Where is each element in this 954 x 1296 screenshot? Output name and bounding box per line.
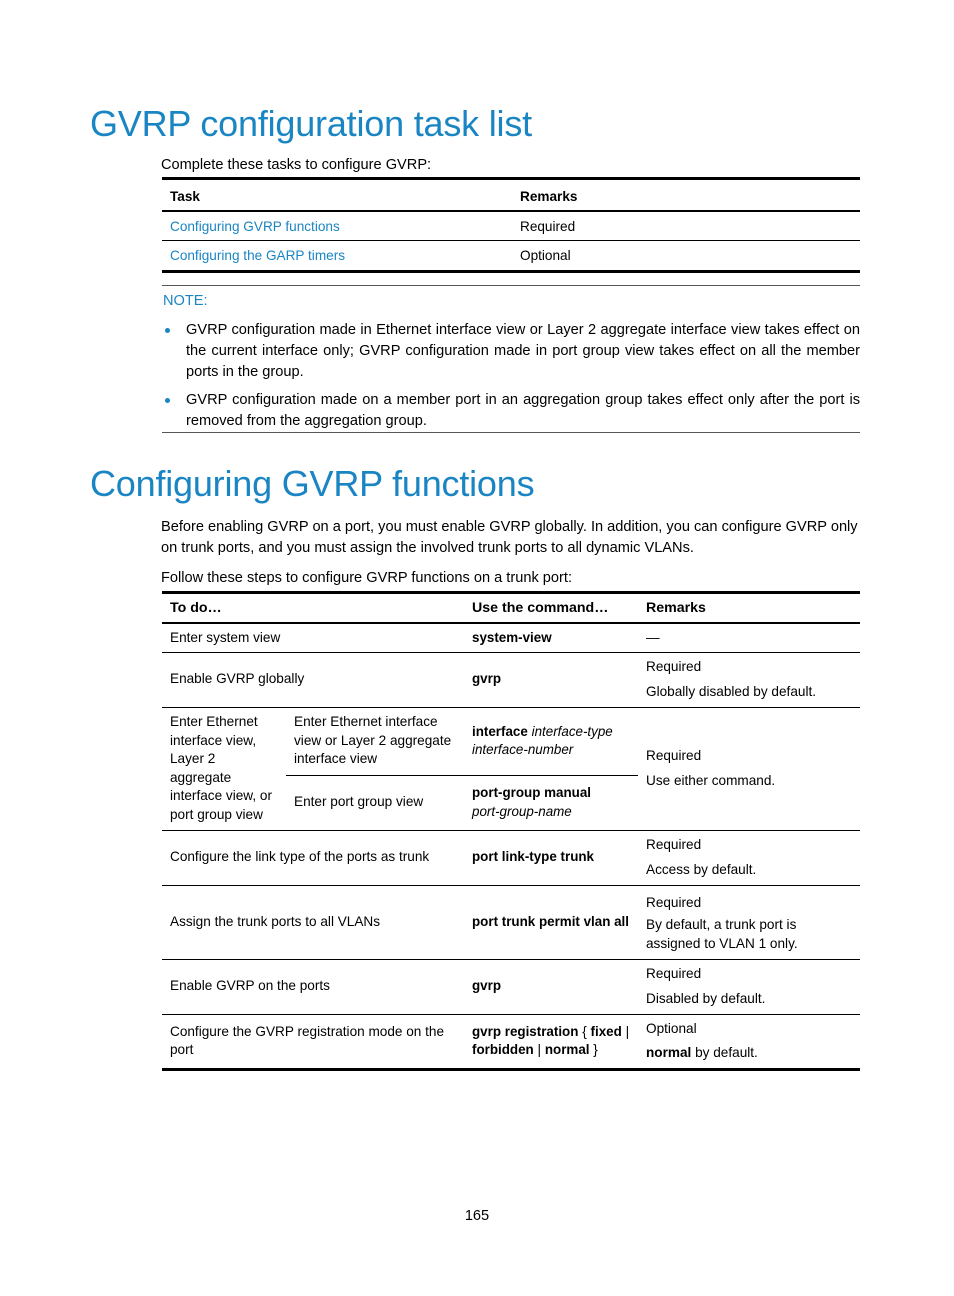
remarks-line: Access by default. [646, 861, 757, 877]
remarks-cell [638, 959, 860, 1014]
table-row [162, 959, 860, 1014]
table-row [162, 1014, 860, 1069]
remarks-cell: Required [512, 211, 860, 241]
table-row [162, 885, 860, 959]
column-header-task: Task [162, 179, 512, 212]
remarks-line: By default, a trunk port is assigned to VLAN 1 only. [646, 917, 798, 952]
note-block [162, 285, 860, 433]
separator: | [625, 1023, 630, 1039]
remarks-cell [638, 885, 860, 959]
steps-table [162, 591, 860, 1071]
command-argument: port-group-name [472, 803, 572, 819]
remarks-line: Globally disabled by default. [646, 683, 817, 699]
remarks-cell [638, 707, 860, 830]
column-header-command: Use the command… [464, 593, 638, 624]
table-row [162, 211, 860, 241]
bullet-icon [165, 328, 170, 333]
remarks-line: Use either command. [646, 772, 776, 788]
configuring-garp-timers-link[interactable]: Configuring the GARP timers [170, 248, 346, 263]
page-number: 165 [464, 1208, 490, 1224]
todo-cell: Enable GVRP on the ports [162, 959, 464, 1014]
remarks-cell: Optional [520, 248, 571, 263]
command-argument: interface-type interface-number [472, 723, 613, 757]
remarks-line: Disabled by default. [646, 990, 766, 1006]
separator: | [537, 1042, 542, 1057]
steps-intro: Follow these steps to configure GVRP functions on a trunk port: [161, 570, 573, 586]
column-header-remarks: Remarks [512, 179, 860, 212]
column-header-todo: To do… [162, 593, 464, 624]
todo-cell: Enable GVRP globally [162, 652, 464, 707]
remarks-cell: — [638, 623, 860, 652]
todo-cell: Configure the GVRP registration mode on the port [170, 1023, 445, 1057]
todo-cell: Enter system view [162, 623, 464, 652]
table-row [162, 241, 860, 272]
table-header-row [162, 179, 860, 212]
remarks-line: Optional [646, 1020, 697, 1036]
remarks-line: Required [646, 966, 702, 981]
remarks-cell [638, 1014, 860, 1069]
command-cell: system-view [464, 623, 638, 652]
command-cell: port trunk permit vlan all [464, 885, 638, 959]
command-cell: port link-type trunk [464, 830, 638, 885]
brace-close: } [593, 1042, 598, 1057]
configuring-gvrp-functions-link[interactable]: Configuring GVRP functions [170, 218, 340, 234]
bullet-icon [165, 398, 170, 403]
section-title: Configuring GVRP functions [90, 463, 535, 504]
remarks-cell [638, 830, 860, 885]
note-item [186, 320, 860, 383]
column-header-remarks: Remarks [638, 593, 860, 624]
command-cell: gvrp [464, 959, 638, 1014]
command-keyword: port-group manual [472, 785, 592, 800]
command-keyword: interface [472, 723, 528, 739]
table-row [162, 830, 860, 885]
remarks-line: Required [646, 894, 702, 910]
todo-cell: Configure the link type of the ports as trunk [162, 830, 464, 885]
command-cell [464, 1014, 638, 1069]
note-item [186, 390, 860, 432]
table-row [162, 707, 860, 775]
note-item-text: GVRP configuration made in Ethernet interface view or Layer 2 aggregate interface view takes effect on the current interface only; GVRP configuration made in port group view takes effect on all the member ports in the group. [186, 322, 860, 380]
remarks-cell [638, 652, 860, 707]
table-header-row [162, 593, 860, 624]
command-cell: gvrp [464, 652, 638, 707]
option-fixed: fixed [590, 1023, 622, 1039]
remarks-line [646, 1041, 852, 1066]
remarks-line: Required [646, 837, 702, 852]
intro-text: Complete these tasks to configure GVRP: [161, 157, 432, 173]
command-cell [464, 707, 638, 775]
note-title: NOTE: [163, 293, 208, 309]
sub-todo-cell: Enter Ethernet interface view or Layer 2 aggregate interface view [286, 707, 464, 775]
command-keyword: gvrp registration [472, 1023, 579, 1039]
table-row [162, 623, 860, 652]
section-title: GVRP configuration task list [90, 103, 532, 144]
remarks-line: Required [646, 659, 702, 674]
remarks-line: Required [646, 748, 702, 763]
todo-cell: Assign the trunk ports to all VLANs [162, 885, 464, 959]
intro-paragraph: Before enabling GVRP on a port, you must enable GVRP globally. In addition, you can configure GVRP only on trunk ports, and you must assign the involved trunk ports to all dynamic VLANs. [161, 519, 858, 556]
note-item-text: GVRP configuration made on a member port in an aggregation group takes effect only after the port is removed from the aggregation group. [186, 392, 860, 429]
option-normal: normal [544, 1042, 590, 1057]
remarks-keyword: normal [646, 1045, 692, 1060]
sub-todo-cell: Enter port group view [286, 775, 464, 830]
option-forbidden: forbidden [472, 1042, 534, 1057]
table-row [162, 652, 860, 707]
todo-cell: Enter Ethernet interface view, Layer 2 aggregate interface view, or port group view [162, 707, 286, 830]
command-cell [464, 775, 638, 830]
task-table [162, 177, 860, 273]
brace-open: { [582, 1023, 587, 1039]
remarks-text: by default. [691, 1045, 758, 1060]
